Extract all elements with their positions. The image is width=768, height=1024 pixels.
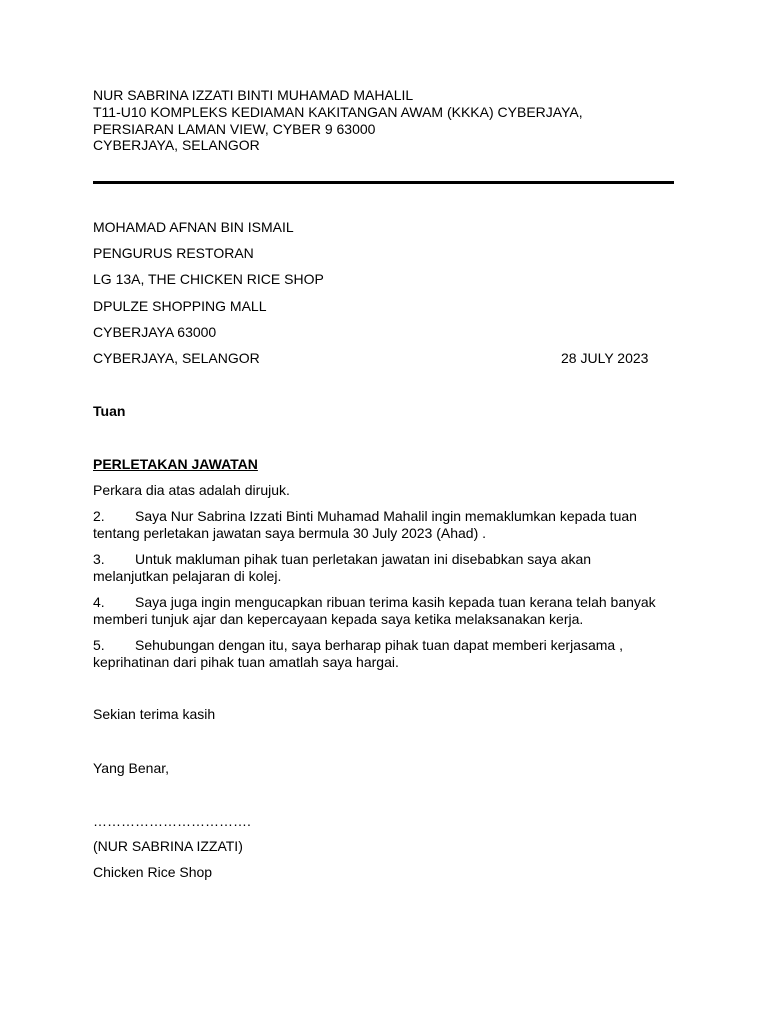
closing-yours: Yang Benar, [93, 760, 170, 776]
paragraph-number: 2. [93, 508, 105, 524]
paragraph-number: 4. [93, 594, 105, 610]
sender-address-line2: PERSIARAN LAMAN VIEW, CYBER 9 63000 [93, 121, 376, 137]
signature-line: ……………………………. [93, 813, 251, 829]
closing-thanks: Sekian terima kasih [93, 706, 216, 722]
sender-name: NUR SABRINA IZZATI BINTI MUHAMAD MAHALIL [93, 87, 414, 103]
subject-heading: PERLETAKAN JAWATAN [93, 456, 258, 472]
recipient-address-line3: CYBERJAYA 63000 [93, 324, 217, 340]
sender-address-line1: T11-U10 KOMPLEKS KEDIAMAN KAKITANGAN AWAM (KKKA) CYBERJAYA, [93, 104, 583, 120]
recipient-position: PENGURUS RESTORAN [93, 245, 254, 261]
paragraph-number: 3. [93, 551, 105, 567]
signatory-name: (NUR SABRINA IZZATI) [93, 838, 243, 854]
recipient-address-line2: DPULZE SHOPPING MALL [93, 298, 267, 314]
paragraph-5 [93, 637, 668, 671]
salutation: Tuan [93, 403, 126, 419]
paragraph-2 [93, 508, 668, 542]
intro-line: Perkara dia atas adalah dirujuk. [93, 482, 290, 498]
recipient-name: MOHAMAD AFNAN BIN ISMAIL [93, 219, 294, 235]
paragraph-3 [93, 551, 668, 585]
paragraph-text: Saya juga ingin mengucapkan ribuan terima kasih kepada tuan kerana telah banyak memberi tunjuk ajar dan kepercayaan kepada saya ketika melaksanakan kerja. [93, 594, 656, 627]
paragraph-text: Saya Nur Sabrina Izzati Binti Muhamad Mahalil ingin memaklumkan kepada tuan tentang perletakan jawatan saya bermula 30 July 2023 (Ahad) . [93, 508, 637, 541]
recipient-address-line4: CYBERJAYA, SELANGOR [93, 350, 260, 366]
paragraph-text: Sehubungan dengan itu, saya berharap pihak tuan dapat memberi kerjasama , keprihatinan dari pihak tuan amatlah saya hargai. [93, 637, 623, 670]
paragraph-text: Untuk makluman pihak tuan perletakan jawatan ini disebabkan saya akan melanjutkan pelajaran di kolej. [93, 551, 592, 584]
signatory-organization: Chicken Rice Shop [93, 864, 213, 880]
recipient-address-line1: LG 13A, THE CHICKEN RICE SHOP [93, 271, 324, 287]
paragraph-4 [93, 594, 668, 628]
sender-address-line3: CYBERJAYA, SELANGOR [93, 137, 260, 153]
header-divider [93, 181, 674, 184]
paragraph-number: 5. [93, 637, 105, 653]
letter-date: 28 JULY 2023 [561, 350, 649, 366]
